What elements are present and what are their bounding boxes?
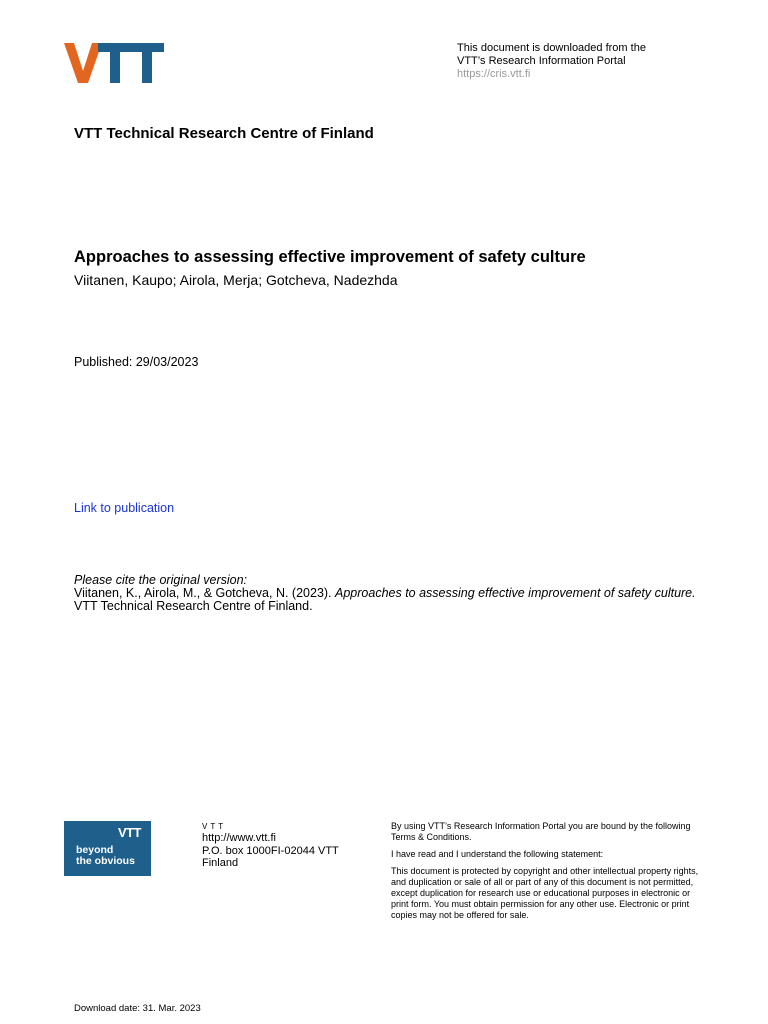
citation-block <box>74 574 696 613</box>
document-authors: Viitanen, Kaupo; Airola, Merja; Gotcheva, Nadezhda <box>74 272 398 288</box>
logo-t2-shape <box>130 43 164 83</box>
organization-heading: VTT Technical Research Centre of Finland <box>74 125 374 142</box>
terms-paragraph-1: By using VTT’s Research Information Portal you are bound by the following Terms & Conditions. <box>391 821 691 842</box>
badge-tagline-line1: beyond <box>76 844 114 856</box>
document-title: Approaches to assessing effective improvement of safety culture <box>74 248 586 266</box>
contact-small-name: VTT <box>202 822 227 831</box>
contact-address-line1: P.O. box 1000FI-02044 VTT <box>202 844 339 857</box>
terms-paragraph-3: This document is protected by copyright and other intellectual property rights, and duplication or sale of all or part of any of this document is not permitted, except duplication for research use or educational purposes in electronic or print form. You must obtain permission for any other use. Electronic or print copies may not be offered for sale. <box>391 866 699 920</box>
badge-tagline <box>76 845 135 867</box>
contact-block <box>202 822 339 870</box>
published-date: Published: 29/03/2023 <box>74 355 199 369</box>
logo-t1-shape <box>98 43 132 83</box>
portal-notice-line1: This document is downloaded from the <box>457 42 646 54</box>
citation-label: Please cite the original version: <box>74 573 248 587</box>
citation-authors-year: Viitanen, K., Airola, M., & Gotcheva, N. (2023). <box>74 586 336 600</box>
vtt-logo <box>64 43 164 83</box>
beyond-the-obvious-badge <box>64 821 151 876</box>
citation-title: Approaches to assessing effective improvement of safety culture. <box>335 586 696 600</box>
badge-tagline-line2: the obvious <box>76 855 135 867</box>
portal-notice-line2: VTT’s Research Information Portal <box>457 55 626 67</box>
portal-url[interactable]: https://cris.vtt.fi <box>457 68 531 80</box>
badge-brand: VTT <box>117 825 141 840</box>
link-to-publication[interactable]: Link to publication <box>74 501 175 515</box>
contact-address-line2: Finland <box>202 857 239 869</box>
portal-notice <box>457 42 646 81</box>
logo-v-shape <box>64 43 102 83</box>
citation-publisher: VTT Technical Research Centre of Finland. <box>74 599 313 613</box>
download-date: Download date: 31. Mar. 2023 <box>74 1003 201 1014</box>
contact-url[interactable]: http://www.vtt.fi <box>202 832 276 844</box>
terms-block <box>391 821 703 927</box>
terms-paragraph-2: I have read and I understand the following statement: <box>391 849 604 859</box>
